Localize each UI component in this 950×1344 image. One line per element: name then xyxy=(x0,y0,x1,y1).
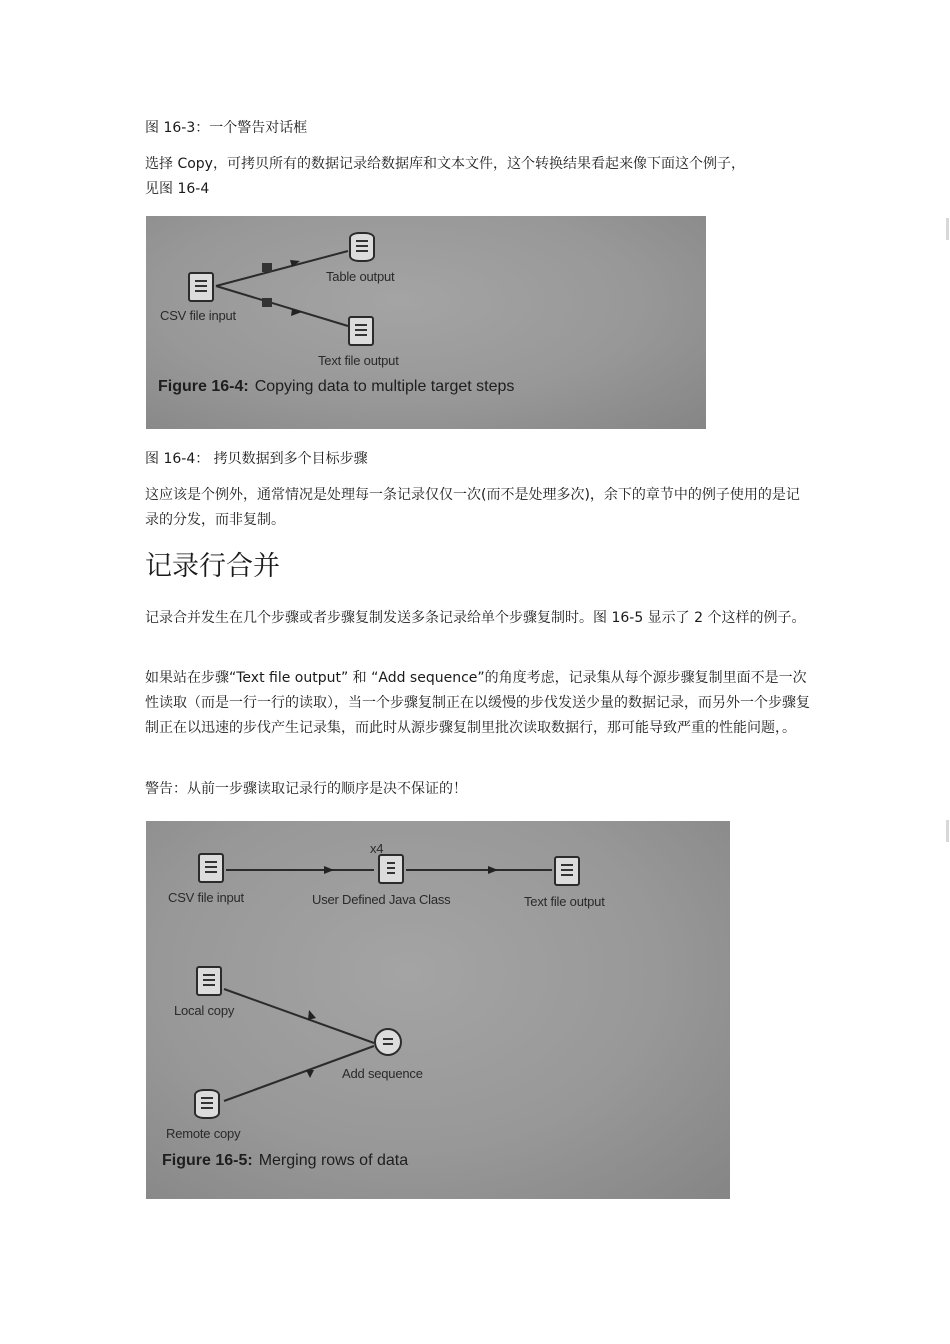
step-label-local-copy: Local copy xyxy=(174,1003,235,1018)
edge-mark xyxy=(946,820,949,842)
exception-paragraph: 这应该是个例外，通常情况是处理每一条记录仅仅一次(而不是处理多次)，余下的章节中的例子使用的是记录的分发，而非复制。 xyxy=(145,487,800,528)
csv-file-input-icon xyxy=(188,272,214,302)
figure-16-5-caption-bold: Figure 16-5: xyxy=(162,1152,253,1169)
step-label-csv-file-input: CSV file input xyxy=(160,308,236,323)
step-label-user-defined-java-class: User Defined Java Class xyxy=(312,892,451,907)
local-copy-icon xyxy=(196,966,222,996)
warning-paragraph: 警告：从前一步骤读取记录行的顺序是决不保证的！ xyxy=(145,781,467,797)
step-label-remote-copy: Remote copy xyxy=(166,1126,241,1141)
step-label-text-file-output: Text file output xyxy=(318,353,399,368)
figure-16-3-caption: 图 16-3：一个警告对话框 xyxy=(145,120,308,136)
remote-copy-icon xyxy=(194,1089,220,1119)
section-heading: 记录行合并 xyxy=(145,551,280,582)
text-file-output-icon xyxy=(554,856,580,886)
edge-mark xyxy=(946,218,949,240)
csv-file-input-icon xyxy=(198,853,224,883)
figure-16-4-printed-caption xyxy=(158,378,514,396)
figure-16-5-printed-caption xyxy=(162,1152,408,1170)
java-class-icon xyxy=(378,854,404,884)
step-label-add-sequence: Add sequence xyxy=(342,1066,423,1081)
step-label-table-output: Table output xyxy=(326,269,395,284)
figure-16-5-image xyxy=(146,821,730,1199)
figure-16-4-caption-bold: Figure 16-4: xyxy=(158,378,249,395)
text-file-output-icon xyxy=(348,316,374,346)
copies-badge: x4 xyxy=(370,841,384,856)
figure-16-4-image xyxy=(146,216,706,429)
step-label-csv-file-input: CSV file input xyxy=(168,890,244,905)
copy-paragraph-line-1: 选择 Copy，可拷贝所有的数据记录给数据库和文本文件，这个转换结果看起来像下面这个例子， xyxy=(145,156,745,172)
figure-16-5-caption-text: Merging rows of data xyxy=(258,1152,409,1169)
hop-copy-icon xyxy=(262,298,272,307)
performance-paragraph: 如果站在步骤“Text file output” 和 “Add sequence”的角度考虑，记录集从每个源步骤复制里面不是一次性读取（而是一行一行的读取），当一个步骤复制正在以缓慢的步伐发送少量的数据记录，而另外一个步骤复制正在以迅速的步伐产生记录集，而此时从源步骤复制里批次读取数据行，那可能导致严重的性能问题，。 xyxy=(145,670,810,736)
step-label-text-file-output: Text file output xyxy=(524,894,605,909)
figure-16-4-caption: 图 16-4： 拷贝数据到多个目标步骤 xyxy=(145,451,368,467)
copy-paragraph-line-2: 见图 16-4 xyxy=(145,181,210,197)
merge-paragraph: 记录合并发生在几个步骤或者步骤复制发送多条记录给单个步骤复制时。图 16-5 显示了 2 个这样的例子。 xyxy=(145,610,806,626)
hop-copy-icon xyxy=(262,263,272,272)
table-output-icon xyxy=(349,232,375,262)
figure-16-4-caption-text: Copying data to multiple target steps xyxy=(254,378,515,395)
add-sequence-icon xyxy=(374,1028,402,1056)
